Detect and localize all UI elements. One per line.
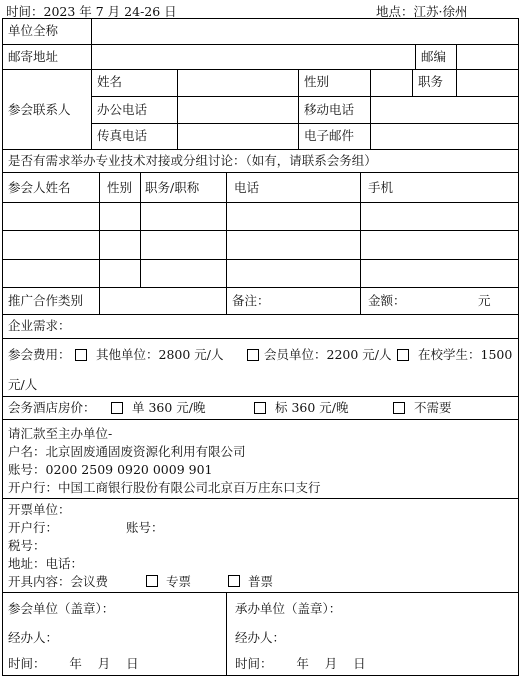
meeting-time: 时间：2023 年 7 月 24-26 日: [6, 4, 177, 19]
attendee-name-header: 参会人姓名: [8, 180, 71, 195]
row-divider: [2, 419, 519, 420]
col-divider: [298, 69, 299, 149]
attendee-date-label: 时间： 年 月 日: [8, 656, 139, 671]
promo-currency: 元: [478, 293, 491, 308]
row-divider: [2, 230, 519, 231]
attendee-title-header: 职务/职称: [145, 180, 200, 195]
organizer-unit-seal-label: 承办单位（盖章）：: [235, 601, 342, 616]
hotel-label: 会务酒店房价：: [8, 400, 96, 415]
hotel-none-checkbox[interactable]: [393, 402, 405, 414]
col-divider: [226, 592, 227, 676]
bank-name: 开户行：中国工商银行股份有限公司北京百万庄东口支行: [8, 480, 321, 495]
contact-gender-label: 性别: [304, 74, 330, 89]
invoice-tax-label: 税号：: [8, 538, 46, 553]
attendee-gender-header: 性别: [107, 180, 133, 195]
row-divider: [2, 69, 519, 70]
invoice-account-label: 账号：: [126, 520, 164, 535]
attendee-handler-label: 经办人：: [8, 630, 59, 645]
attendee-mobile-header: 手机: [368, 180, 394, 195]
promo-remark-label: 备注：: [232, 293, 270, 308]
postcode-label: 邮编: [421, 49, 447, 64]
unit-full-name-label: 单位全称: [8, 23, 59, 38]
invoice-special-option: 专票: [166, 574, 192, 589]
row-divider: [2, 338, 519, 339]
invoice-address-label: 地址：电话：: [8, 556, 84, 571]
row-divider: [2, 44, 519, 45]
col-divider: [360, 287, 361, 314]
promo-category-label: 推广合作类别: [8, 293, 84, 308]
tech-discussion-question: 是否有需求举办专业技术对接或分组讨论：（如有，请联系会务组）: [8, 153, 377, 168]
row-divider: [2, 259, 519, 260]
row-divider: [2, 592, 519, 593]
col-divider: [91, 69, 92, 149]
fee-other-option: 其他单位：2800 元/人: [96, 347, 224, 362]
bank-intro: 请汇款至主办单位-: [8, 426, 113, 441]
bank-account-name: 户名：北京固废通固废资源化利用有限公司: [8, 444, 246, 459]
row-divider: [2, 498, 519, 499]
col-divider: [140, 172, 141, 287]
col-divider: [99, 172, 100, 287]
form-header: [0, 0, 521, 18]
row-divider: [2, 172, 519, 173]
col-divider: [456, 44, 457, 69]
fee-student-checkbox[interactable]: [397, 349, 409, 361]
hotel-none-option: 不需要: [414, 400, 452, 415]
invoice-special-checkbox[interactable]: [146, 575, 158, 587]
col-divider: [91, 18, 92, 69]
hotel-single-option: 单 360 元/晚: [132, 400, 206, 415]
fee-member-checkbox[interactable]: [247, 349, 259, 361]
attendee-unit-seal-label: 参会单位（盖章）：: [8, 601, 115, 616]
col-divider: [456, 69, 457, 96]
fee-student-unit: 元/人: [8, 377, 38, 392]
fee-member-option: 会员单位：2200 元/人: [264, 347, 392, 362]
col-divider: [412, 69, 413, 96]
hotel-single-checkbox[interactable]: [111, 402, 123, 414]
bank-account-number: 账号：0200 2509 0920 0009 901: [8, 462, 213, 477]
contact-section-label: 参会联系人: [8, 102, 71, 117]
mobile-phone-label: 移动电话: [304, 102, 355, 117]
promo-amount-label: 金额：: [368, 293, 406, 308]
row-divider: [2, 149, 519, 150]
fee-label: 参会费用：: [8, 347, 71, 362]
row-divider: [2, 314, 519, 315]
mailing-address-label: 邮寄地址: [8, 49, 59, 64]
row-divider: [2, 202, 519, 203]
invoice-content-label: 开具内容：会议费: [8, 574, 109, 589]
email-label: 电子邮件: [304, 128, 355, 143]
row-divider: [91, 123, 519, 124]
invoice-normal-option: 普票: [248, 574, 274, 589]
col-divider: [177, 69, 178, 149]
col-divider: [415, 44, 416, 69]
row-divider: [2, 396, 519, 397]
invoice-bank-label: 开户行：: [8, 520, 59, 535]
col-divider: [360, 172, 361, 287]
hotel-standard-checkbox[interactable]: [254, 402, 266, 414]
contact-position-label: 职务: [418, 74, 444, 89]
meeting-location: 地点：江苏·徐州: [376, 4, 468, 19]
invoice-unit-label: 开票单位：: [8, 502, 71, 517]
row-divider: [2, 287, 519, 288]
contact-name-label: 姓名: [97, 74, 123, 89]
office-phone-label: 办公电话: [97, 102, 148, 117]
col-divider: [370, 69, 371, 149]
enterprise-needs-label: 企业需求：: [8, 318, 71, 333]
organizer-date-label: 时间： 年 月 日: [235, 656, 366, 671]
col-divider: [226, 172, 227, 287]
row-divider: [91, 96, 519, 97]
attendee-phone-header: 电话: [234, 180, 260, 195]
fax-label: 传真电话: [97, 128, 148, 143]
organizer-handler-label: 经办人：: [235, 630, 286, 645]
col-divider: [226, 287, 227, 314]
fee-other-checkbox[interactable]: [75, 349, 87, 361]
hotel-standard-option: 标 360 元/晚: [275, 400, 349, 415]
fee-student-option: 在校学生：1500: [418, 347, 513, 362]
invoice-normal-checkbox[interactable]: [228, 575, 240, 587]
col-divider: [99, 287, 100, 314]
